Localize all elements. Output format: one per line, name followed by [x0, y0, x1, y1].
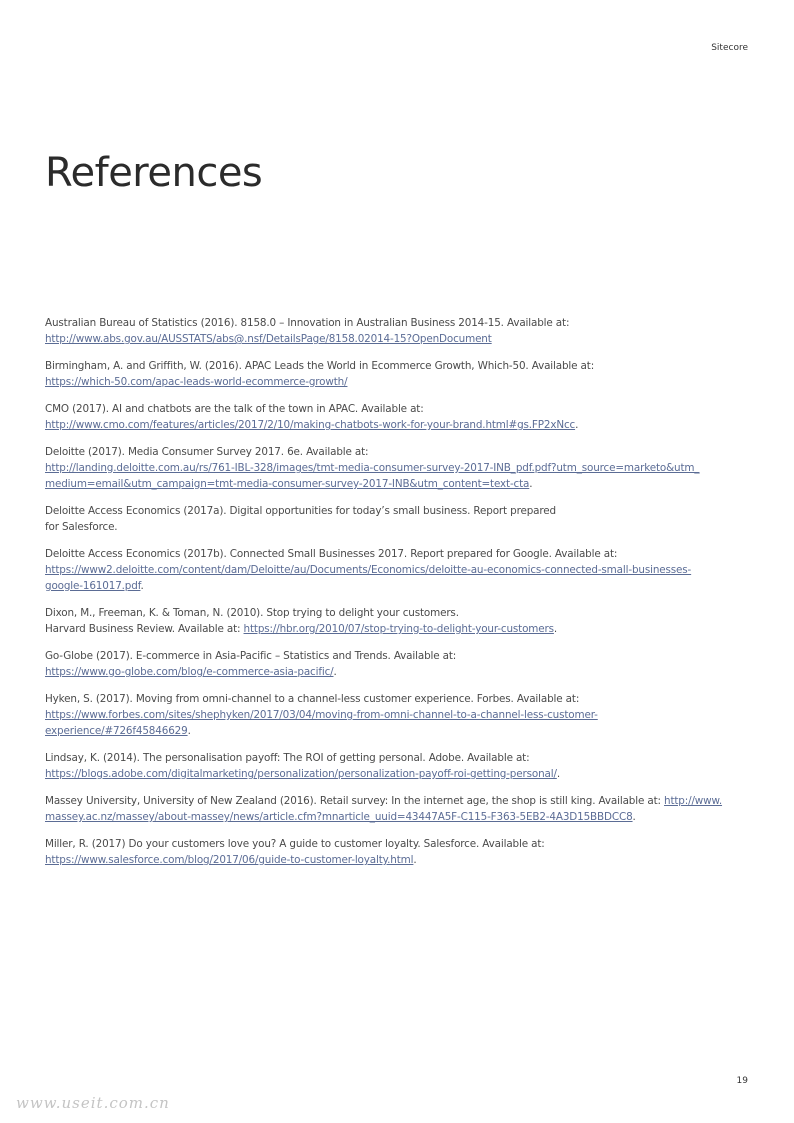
reference-text: Go-Globe (2017). E-commerce in Asia-Pacific – Statistics and Trends. Available at: — [45, 650, 457, 662]
reference-text: Miller, R. (2017) Do your customers love you? A guide to customer loyalty. Salesforce. Available at: — [45, 838, 545, 850]
page-title: References — [45, 150, 263, 196]
reference-link[interactable]: https://which-50.com/apac-leads-world-ecommerce-growth/ — [45, 376, 348, 388]
reference-text: Massey University, University of New Zealand (2016). Retail survey: In the internet age, the shop is still king. Available at: — [45, 795, 665, 807]
reference-punctuation: . — [333, 666, 337, 678]
reference-item — [45, 315, 725, 347]
reference-link[interactable]: http://www.abs.gov.au/AUSSTATS/abs@.nsf/DetailsPage/8158.02014-15?OpenDocument — [45, 333, 492, 345]
reference-item — [45, 836, 725, 868]
reference-text: Australian Bureau of Statistics (2016). 8158.0 – Innovation in Australian Business 2014-15. Available at: — [45, 317, 570, 329]
reference-link[interactable]: https://www.forbes.com/sites/shephyken/2017/03/04/moving-from-omni-channel-to-a-channel-less-customer- — [45, 709, 598, 721]
reference-text: Birmingham, A. and Griffith, W. (2016). APAC Leads the World in Ecommerce Growth, Which-50. Available at: — [45, 360, 595, 372]
reference-punctuation: . — [187, 725, 191, 737]
reference-link-continued[interactable]: google-161017.pdf — [45, 580, 141, 592]
reference-text: Deloitte (2017). Media Consumer Survey 2017. 6e. Available at: — [45, 446, 369, 458]
page-number: 19 — [736, 1076, 748, 1086]
reference-link[interactable]: http://www.cmo.com/features/articles/2017/2/10/making-chatbots-work-for-your-brand.html#gs.FP2xNcc — [45, 419, 576, 431]
reference-link[interactable]: https://blogs.adobe.com/digitalmarketing/personalization/personalization-payoff-roi-getting-personal/ — [45, 768, 557, 780]
reference-item — [45, 358, 725, 390]
reference-punctuation: . — [553, 623, 558, 635]
header-brand: Sitecore — [711, 43, 748, 53]
reference-text: Lindsay, K. (2014). The personalisation payoff: The ROI of getting personal. Adobe. Available at: — [45, 752, 530, 764]
reference-item — [45, 750, 725, 782]
reference-link[interactable]: http://landing.deloitte.com.au/rs/761-IBL-328/images/tmt-media-consumer-survey-2017-INB_pdf.pdf?utm_source=marketo&utm_ — [45, 462, 700, 474]
reference-text: for Salesforce. — [45, 521, 118, 533]
reference-text: Deloitte Access Economics (2017b). Connected Small Businesses 2017. Report prepared for Google. Available at: — [45, 548, 618, 560]
reference-list — [45, 315, 725, 879]
reference-punctuation: . — [140, 580, 144, 592]
reference-punctuation: . — [529, 478, 533, 490]
reference-link[interactable]: https://www.go-globe.com/blog/e-commerce-asia-pacific/ — [45, 666, 334, 678]
reference-link[interactable]: https://hbr.org/2010/07/stop-trying-to-delight-your-customers — [243, 623, 554, 635]
reference-text: CMO (2017). AI and chatbots are the talk of the town in APAC. Available at: — [45, 403, 424, 415]
reference-item — [45, 546, 725, 594]
reference-item — [45, 444, 725, 492]
reference-item — [45, 793, 725, 825]
reference-item — [45, 503, 725, 535]
reference-item — [45, 691, 725, 739]
reference-link[interactable]: http://www. — [664, 795, 723, 807]
reference-punctuation: . — [575, 419, 579, 431]
reference-link[interactable]: https://www2.deloitte.com/content/dam/Deloitte/au/Documents/Economics/deloitte-au-economics-connected-small-businesses- — [45, 564, 692, 576]
reference-text: Hyken, S. (2017). Moving from omni-channel to a channel-less customer experience. Forbes. Available at: — [45, 693, 580, 705]
reference-punctuation: . — [413, 854, 417, 866]
reference-item — [45, 401, 725, 433]
reference-link-continued[interactable]: experience/#726f45846629 — [45, 725, 188, 737]
reference-text: Deloitte Access Economics (2017a). Digital opportunities for today’s small business. Report prepared — [45, 505, 556, 517]
reference-punctuation: . — [556, 768, 560, 780]
reference-link-continued[interactable]: medium=email&utm_campaign=tmt-media-consumer-survey-2017-INB&utm_content=text-cta — [45, 478, 530, 490]
watermark: www.useit.com.cn — [16, 1094, 170, 1112]
reference-item — [45, 605, 725, 637]
reference-punctuation: . — [632, 811, 636, 823]
reference-item — [45, 648, 725, 680]
reference-text: Dixon, M., Freeman, K. & Toman, N. (2010). Stop trying to delight your customers. — [45, 607, 459, 619]
reference-link[interactable]: https://www.salesforce.com/blog/2017/06/guide-to-customer-loyalty.html — [45, 854, 414, 866]
reference-link-continued[interactable]: massey.ac.nz/massey/about-massey/news/article.cfm?mnarticle_uuid=43447A5F-C115-F363-5EB2-4A3D15BBDCC8 — [45, 811, 633, 823]
reference-text: Harvard Business Review. Available at: — [45, 623, 244, 635]
